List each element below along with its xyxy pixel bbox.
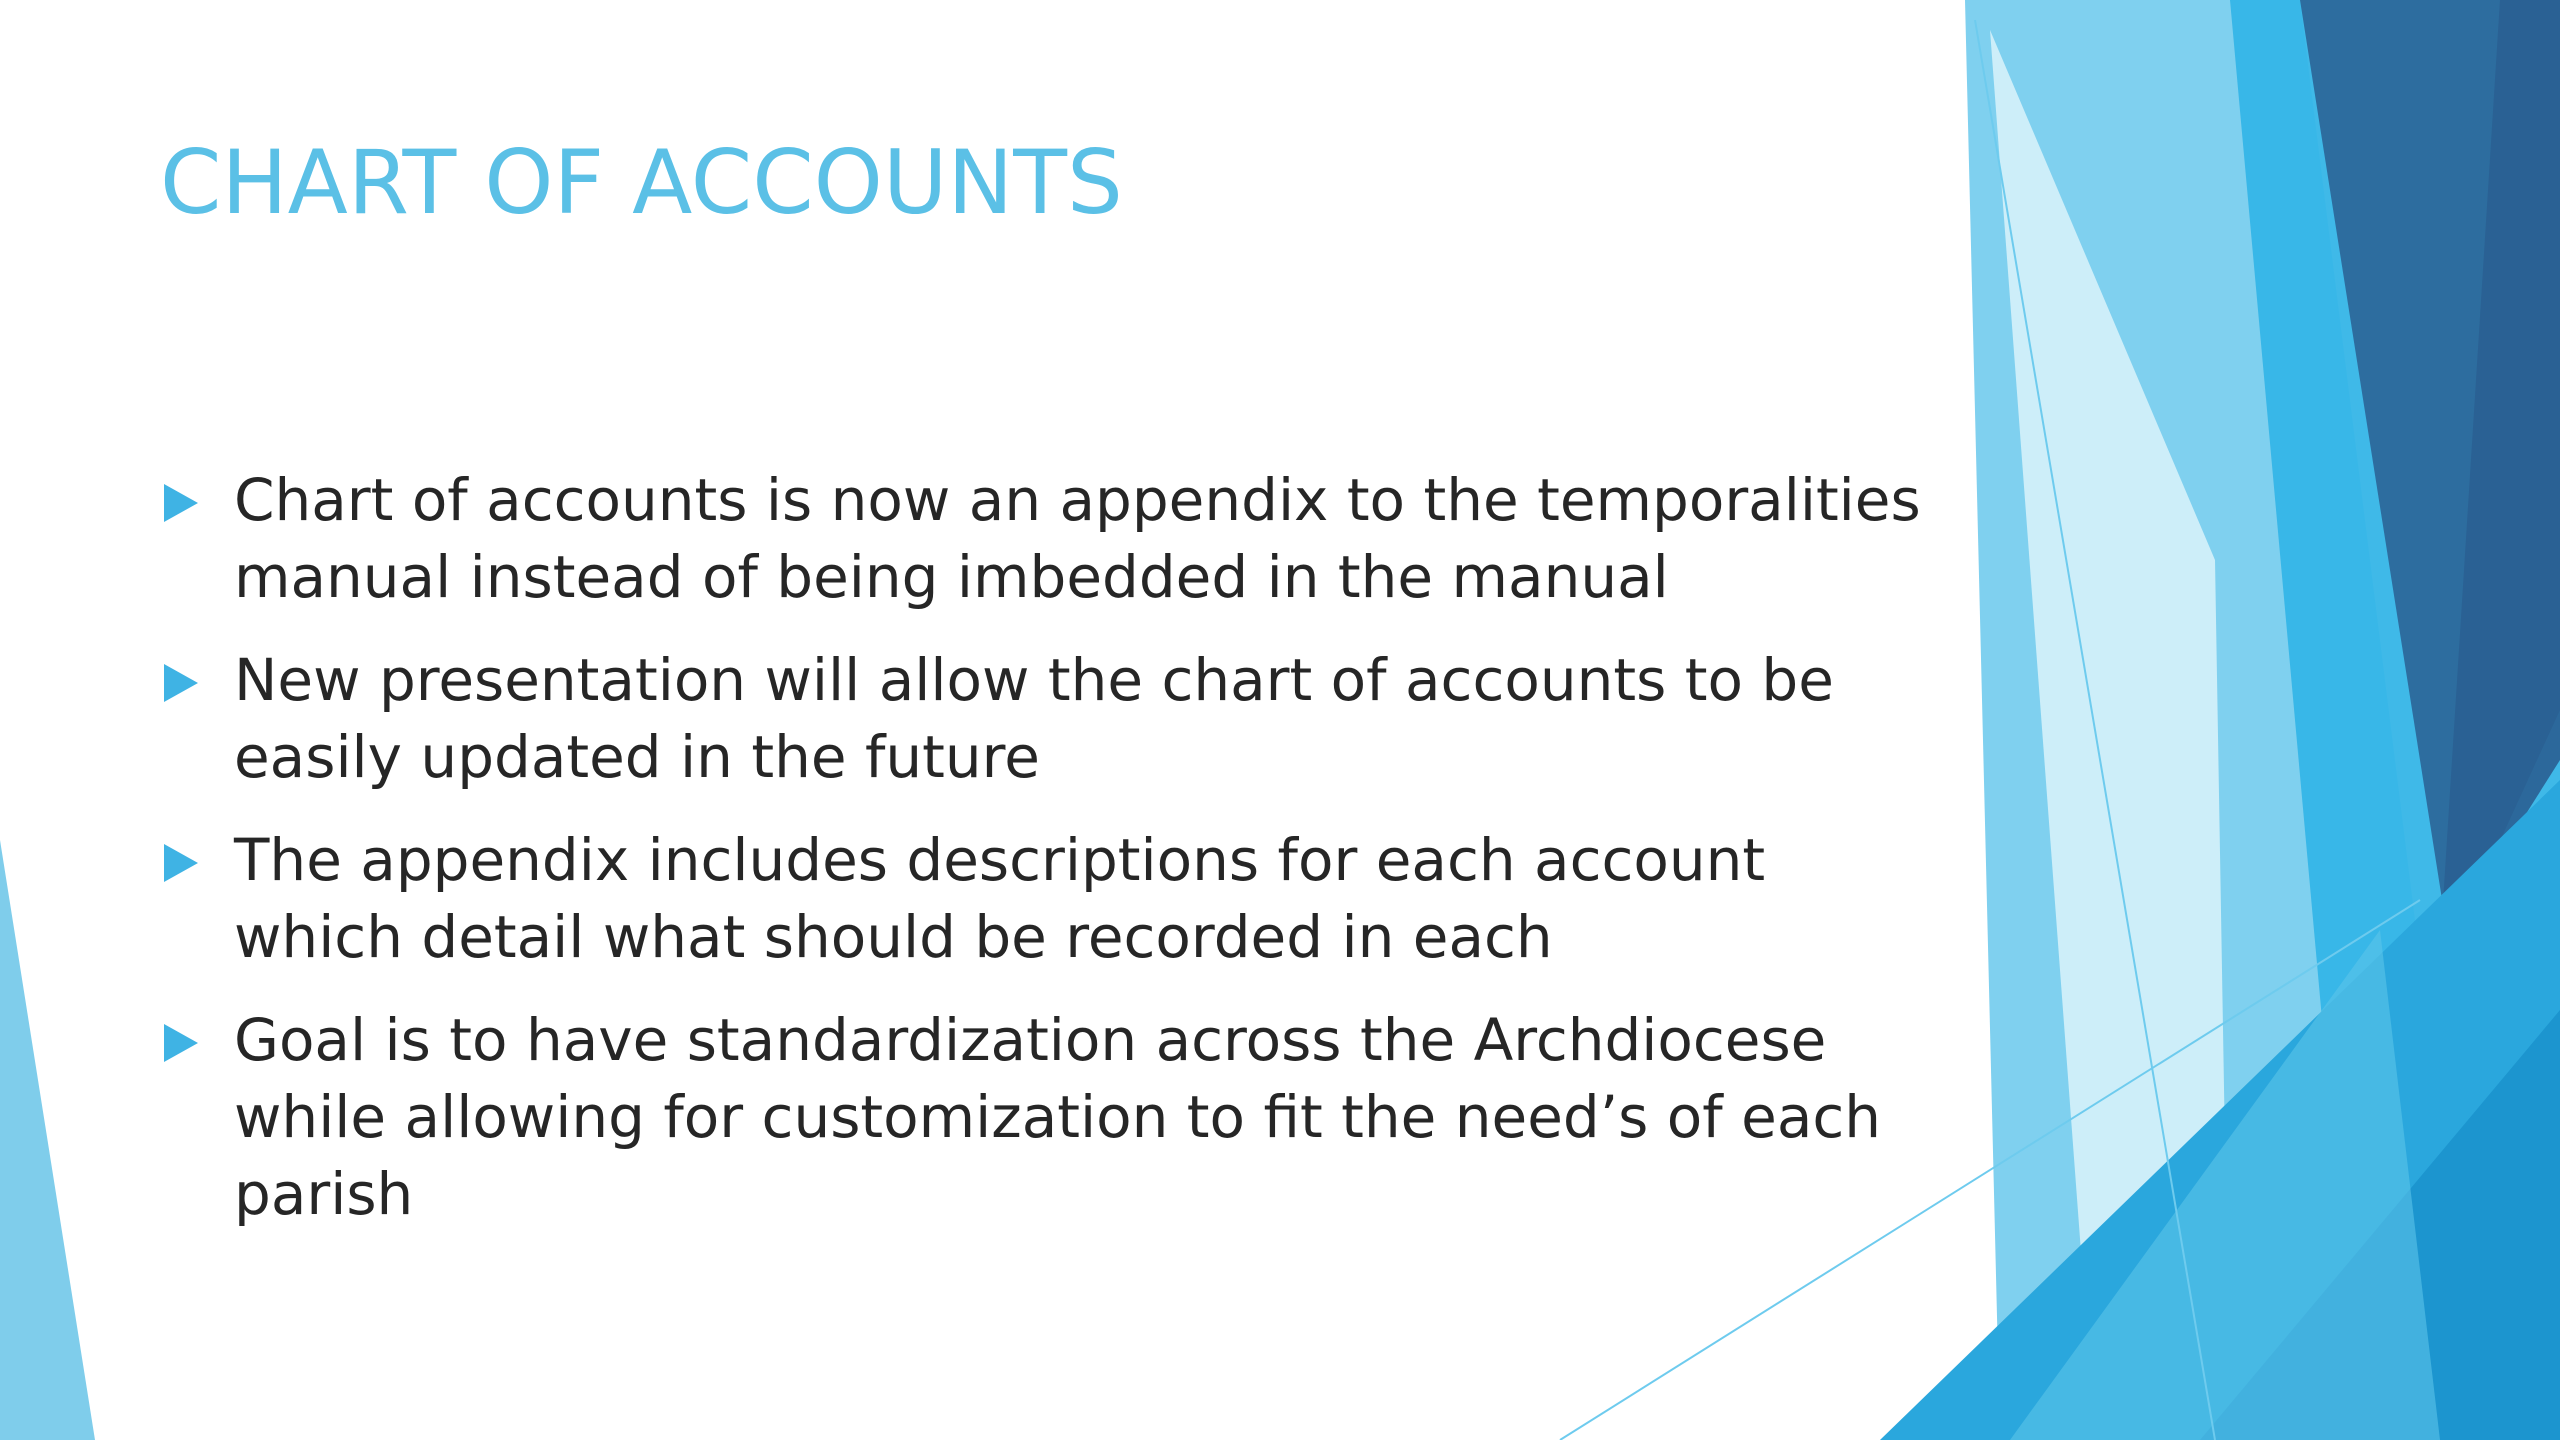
triangle-right-icon [164,844,198,882]
bullet-item [160,822,1940,976]
bullet-text: Chart of accounts is now an appendix to the temporalities manual instead of being imbedded in the manual [234,466,1921,611]
triangle-right-icon [164,484,198,522]
slide-title: CHART OF ACCOUNTS [160,131,1123,234]
bullet-item [160,642,1940,796]
bullet-item [160,462,1940,616]
bullet-text: The appendix includes descriptions for each account which detail what should be recorded in each [234,826,1766,971]
triangle-right-icon [164,664,198,702]
bullet-text: Goal is to have standardization across the Archdiocese while allowing for customization to fit the need’s of each parish [234,1006,1882,1228]
bullet-item [160,1002,1940,1233]
triangle-right-icon [164,1024,198,1062]
bullet-text: New presentation will allow the chart of accounts to be easily updated in the future [234,646,1834,791]
bullet-list [160,462,1940,1259]
left-edge-shape [0,840,95,1440]
